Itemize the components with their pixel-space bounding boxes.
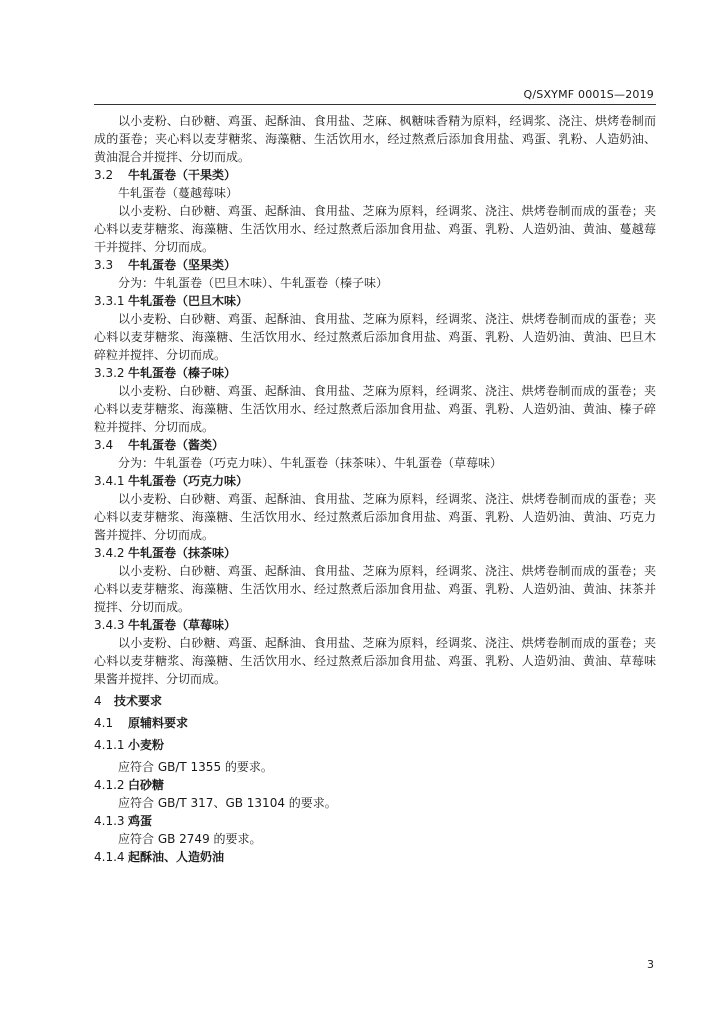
note-line: 牛轧蛋卷（蔓越莓味） (118, 186, 239, 200)
note-line: 分为：牛轧蛋卷（巧克力味）、牛轧蛋卷（抹茶味）、牛轧蛋卷（草莓味） (118, 456, 503, 470)
heading-title: 牛轧蛋卷（草莓味） (128, 618, 237, 632)
header-rule (94, 104, 656, 105)
body-paragraph: 以小麦粉、白砂糖、鸡蛋、起酥油、食用盐、芝麻为原料，经调浆、浇注、烘烤卷制而成的蛋卷；夹心料以麦芽糖浆、海藻糖、生活饮用水、经过熬煮后添加食用盐、鸡蛋、乳粉、人造奶油、黄油、巴旦木碎粒并搅拌、分切而成。 (94, 312, 656, 362)
body-paragraph: 以小麦粉、白砂糖、鸡蛋、起酥油、食用盐、芝麻为原料，经调浆、浇注、烘烤卷制而成的蛋卷；夹心料以麦芽糖浆、海藻糖、生活饮用水、经过熬煮后添加食用盐、鸡蛋、乳粉、人造奶油、黄油、巧克力酱并搅拌、分切而成。 (94, 492, 656, 542)
subsection-heading (94, 714, 656, 732)
note-line: 应符合 GB 2749 的要求。 (118, 832, 262, 846)
heading-title: 鸡蛋 (128, 814, 153, 828)
body-paragraph: 以小麦粉、白砂糖、鸡蛋、起酥油、食用盐、芝麻、枫糖味香精为原料，经调浆、浇注、烘烤卷制而成的蛋卷；夹心料以麦芽糖浆、海藻糖、生活饮用水，经过熬煮后添加食用盐、鸡蛋、乳粉、人造奶油、黄油混合并搅拌、分切而成。 (94, 114, 656, 164)
subsection-heading (94, 736, 656, 754)
heading-number: 3.3 (94, 258, 114, 272)
subsection-heading (94, 544, 656, 562)
heading-number: 3.4.2 (94, 546, 125, 560)
body-paragraph: 以小麦粉、白砂糖、鸡蛋、起酥油、食用盐、芝麻为原料，经调浆、浇注、烘烤卷制而成的蛋卷；夹心料以麦芽糖浆、海藻糖、生活饮用水、经过熬煮后添加食用盐、鸡蛋、乳粉、人造奶油、黄油、蔓越莓干并搅拌、分切而成。 (94, 204, 656, 254)
heading-number: 3.4 (94, 438, 114, 452)
note-line: 应符合 GB/T 1355 的要求。 (118, 760, 273, 774)
note-line: 分为：牛轧蛋卷（巴旦木味）、牛轧蛋卷（榛子味） (118, 276, 389, 290)
heading-number: 3.2 (94, 168, 114, 182)
heading-title: 白砂糖 (128, 778, 165, 792)
note-line: 应符合 GB/T 317、GB 13104 的要求。 (118, 796, 337, 810)
document-body (94, 112, 656, 866)
heading-number: 4.1.4 (94, 850, 125, 864)
heading-number: 4.1.1 (94, 738, 125, 752)
heading-title: 牛轧蛋卷（榛子味） (128, 366, 237, 380)
heading-number: 3.3.1 (94, 294, 125, 308)
heading-title: 原辅料要求 (128, 716, 189, 730)
heading-title: 牛轧蛋卷（酱类） (128, 438, 225, 452)
body-paragraph: 以小麦粉、白砂糖、鸡蛋、起酥油、食用盐、芝麻为原料，经调浆、浇注、烘烤卷制而成的蛋卷；夹心料以麦芽糖浆、海藻糖、生活饮用水、经过熬煮后添加食用盐、鸡蛋、乳粉、人造奶油、黄油、榛子碎粒并搅拌、分切而成。 (94, 384, 656, 434)
subsection-heading (94, 848, 656, 866)
heading-title: 牛轧蛋卷（坚果类） (128, 258, 237, 272)
subsection-heading (94, 364, 656, 382)
heading-title: 牛轧蛋卷（巴旦木味） (128, 294, 249, 308)
heading-title: 小麦粉 (128, 738, 165, 752)
heading-number: 4 (94, 694, 102, 708)
heading-number: 3.4.1 (94, 474, 125, 488)
subsection-heading (94, 256, 656, 274)
subsection-heading (94, 166, 656, 184)
heading-title: 技术要求 (114, 694, 163, 708)
heading-title: 牛轧蛋卷（巧克力味） (128, 474, 249, 488)
subsection-heading (94, 436, 656, 454)
heading-number: 3.3.2 (94, 366, 125, 380)
subsection-heading (94, 812, 656, 830)
heading-title: 起酥油、人造奶油 (128, 850, 225, 864)
subsection-heading (94, 616, 656, 634)
subsection-heading (94, 292, 656, 310)
heading-title: 牛轧蛋卷（干果类） (128, 168, 237, 182)
heading-number: 3.4.3 (94, 618, 125, 632)
subsection-heading (94, 776, 656, 794)
section-heading (94, 692, 656, 710)
standard-code: Q/SXYMF 0001S—2019 (523, 88, 654, 101)
body-paragraph: 以小麦粉、白砂糖、鸡蛋、起酥油、食用盐、芝麻为原料，经调浆、浇注、烘烤卷制而成的蛋卷；夹心料以麦芽糖浆、海藻糖、生活饮用水、经过熬煮后添加食用盐、鸡蛋、乳粉、人造奶油、黄油、草莓味果酱并搅拌、分切而成。 (94, 636, 656, 686)
heading-number: 4.1.3 (94, 814, 125, 828)
heading-number: 4.1.2 (94, 778, 125, 792)
page-number: 3 (647, 958, 654, 971)
subsection-heading (94, 472, 656, 490)
heading-title: 牛轧蛋卷（抹茶味） (128, 546, 237, 560)
body-paragraph: 以小麦粉、白砂糖、鸡蛋、起酥油、食用盐、芝麻为原料，经调浆、浇注、烘烤卷制而成的蛋卷；夹心料以麦芽糖浆、海藻糖、生活饮用水、经过熬煮后添加食用盐、鸡蛋、乳粉、人造奶油、黄油、抹茶并搅拌、分切而成。 (94, 564, 656, 614)
heading-number: 4.1 (94, 716, 114, 730)
